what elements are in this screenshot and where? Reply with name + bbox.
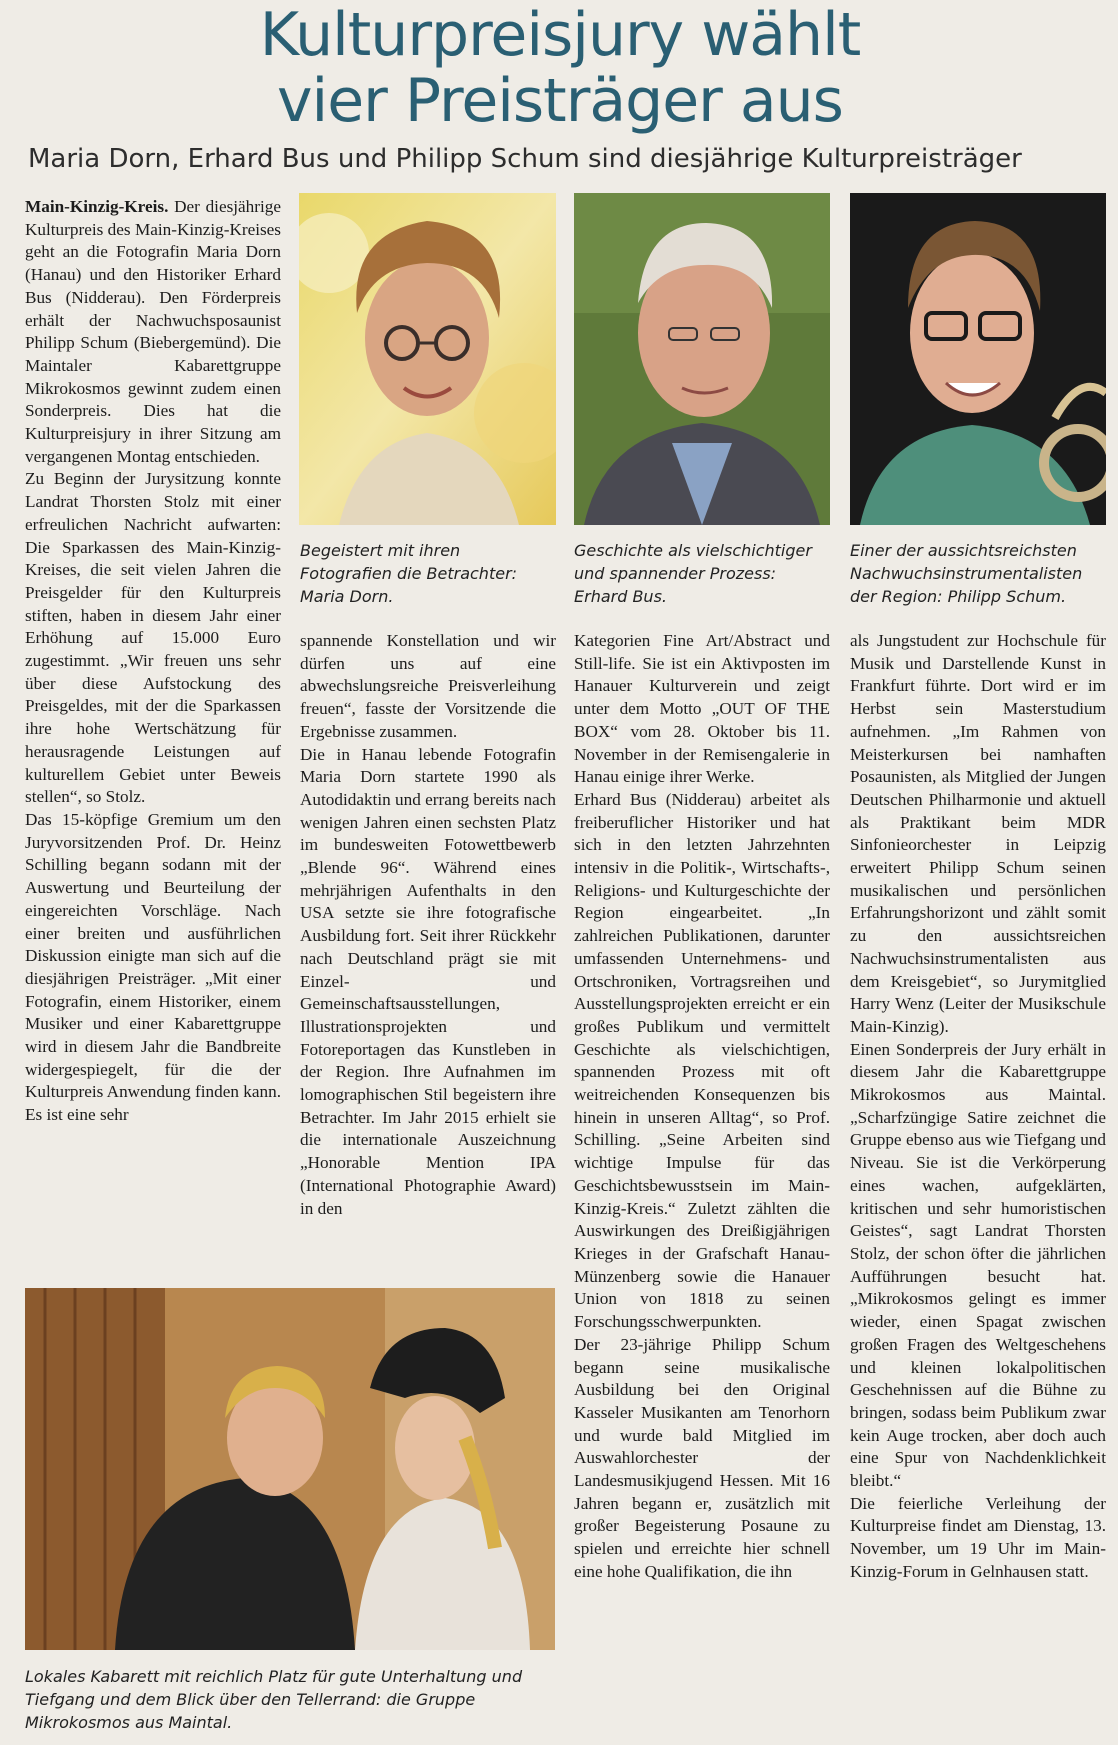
article-column-2 bbox=[300, 630, 556, 1220]
dateline: Main-Kinzig-Kreis. bbox=[25, 197, 169, 216]
subheadline: Maria Dorn, Erhard Bus und Philipp Schum sind diesjährige Kulturpreisträger bbox=[28, 144, 1022, 174]
photo-kabarett-mikrokosmos bbox=[25, 1288, 555, 1650]
headline-line-2: vier Preisträger aus bbox=[277, 66, 843, 136]
caption-kabarett: Lokales Kabarett mit reichlich Platz für gute Unterhaltung und Tiefgang und dem Blick über den Tellerrand: die Gruppe Mikrokosmos aus Maintal. bbox=[25, 1667, 523, 1732]
caption-schum: Einer der aussichtsreichsten Nachwuchsinstrumentalisten der Region: Philipp Schum. bbox=[850, 541, 1083, 606]
caption-dorn: Begeistert mit ihren Fotografien die Betrachter: Maria Dorn. bbox=[300, 541, 518, 606]
caption-bus: Geschichte als vielschichtiger und spannender Prozess: Erhard Bus. bbox=[574, 541, 812, 606]
article-column-1 bbox=[25, 196, 281, 1127]
paragraph: Die in Hanau lebende Fotografin Maria Dorn startete 1990 als Autodidaktin und errang bereits nach wenigen Jahren einen sechsten Platz im bundesweiten Fotowettbewerb „Blende 96“. Während eines mehrjährigen Aufenthalts in den USA setzte sie ihre fotografische Ausbildung fort. Seit ihrer Rückkehr nach Deutschland prägt sie mit Einzel- und Gemeinschaftsausstellungen, Illustrationsprojekten und Fotoreportagen das Kunstleben in der Region. Ihre Aufnahmen im lomographischen Stil begeistern ihre Betrachter. Im Jahr 2015 erhielt sie die internationale Auszeichnung „Honorable Mention IPA (International Photographie Award) in den bbox=[300, 744, 556, 1218]
portrait-bus-image bbox=[574, 193, 830, 525]
photo-philipp-schum bbox=[850, 193, 1106, 525]
portrait-schum-image bbox=[850, 193, 1106, 525]
article-column-4 bbox=[850, 630, 1106, 1584]
headline bbox=[20, 2, 1100, 134]
paragraph: Kategorien Fine Art/Abstract und Still-life. Sie ist ein Aktivposten im Hanauer Kulturverein und zeigt unter dem Motto „OUT OF THE BOX“ vom 28. Oktober bis 11. November in der Remisengalerie in Hanau einige ihrer Werke. bbox=[574, 631, 830, 787]
paragraph: Das 15-köpfige Gremium um den Juryvorsitzenden Prof. Dr. Heinz Schilling begann sodann mit der Auswertung und Beurteilung der eingereichten Vorschläge. Nach einer breiten und ausführlichen Diskussion einigte man sich auf die diesjährigen Preisträger. „Mit einer Fotografin, einem Historiker, einem Musiker und einer Kabarettgruppe wird in diesem Jahr die Bandbreite widergespiegelt, für die der Kulturpreis Anwendung finden kann. Es ist eine sehr bbox=[25, 809, 281, 1125]
headline-line-1: Kulturpreisjury wählt bbox=[259, 0, 861, 70]
paragraph: Erhard Bus (Nidderau) arbeitet als freiberuflicher Historiker und hat sich in den letzten Jahrzehnten intensiv in die Politik-, Wirtschafts-, Religions- und Kulturgeschichte der Region eingearbeitet. „In zahlreichen Publikationen, darunter umfassenden Unternehmens- und Ortschroniken, Vortragsreihen und Ausstellungsprojekten erreicht er ein großes Publikum und vermittelt Geschichte als vielschichtigen, spannenden Prozess mit oft weitreichenden Konsequenzen bis hinein in unseren Alltag“, so Prof. Schilling. „Seine Arbeiten sind wichtige Impulse für das Geschichtsbewusstsein im Main-Kinzig-Kreis.“ Zuletzt zählten die Auswirkungen des Dreißigjährigen Krieges in der Grafschaft Hanau-Münzenberg sowie die Hanauer Union von 1818 zu seinen Forschungsschwerpunkten. bbox=[574, 789, 830, 1332]
paragraph: Zu Beginn der Jurysitzung konnte Landrat Thorsten Stolz mit einer erfreulichen Nachricht aufwarten: Die Sparkassen des Main-Kinzig-Kreises, die seit vielen Jahren die Preisgelder für den Kulturpreis stiften, haben in diesem Jahr einer Erhöhung auf 15.000 Euro zugestimmt. „Wir freuen uns sehr über diese Aufstockung des Preisgeldes, mit der die Sparkassen ihre hohe Wertschätzung für herausragende Leistungen auf kulturellem Gebiet unter Beweis stellen“, so Stolz. bbox=[25, 469, 281, 807]
portrait-dorn-image bbox=[299, 193, 556, 525]
paragraph: als Jungstudent zur Hochschule für Musik und Darstellende Kunst in Frankfurt führte. Dort wird er im Herbst sein Masterstudium aufnehmen. „Im Rahmen von Meisterkursen bei namhaften Posaunisten, als Mitglied der Jungen Deutschen Philharmonie und aktuell als Praktikant beim MDR Sinfonieorchester in Leipzig erweitert Philipp Schum seinen musikalischen und persönlichen Erfahrungshorizont und zählt somit zu den aussichtsreichen Nachwuchsinstrumentalisten aus dem Kreisgebiet“, so Jurymitglied Harry Wenz (Leiter der Musikschule Main-Kinzig). bbox=[850, 631, 1106, 1036]
paragraph: Einen Sonderpreis der Jury erhält in diesem Jahr die Kabarettgruppe Mikrokosmos aus Maintal. „Scharfzüngige Satire zeichnet die Gruppe ebenso aus wie Tiefgang und Niveau. Sie ist die Verkörperung eines wachen, aufgeklärten, kritischen und sehr humoristischen Geistes“, sagt Landrat Thorsten Stolz, der schon öfter die jährlichen Aufführungen besucht hat. „Mikrokosmos gelingt es immer wieder, einen Spagat zwischen großen Fragen des Weltgeschehens und kleinen lokalpolitischen Geschehnissen auf die Bühne zu bringen, sodass beim Publikum zwar kein Auge trocken, aber doch auch eine Spur von Nachdenklichkeit bleibt.“ bbox=[850, 1039, 1106, 1491]
paragraph: Der 23-jährige Philipp Schum begann seine musikalische Ausbildung bei den Original Kasseler Musikanten am Tenorhorn und wurde bald Mitglied im Auswahlorchester der Landesmusikjugend Hessen. Mit 16 Jahren begann er, zusätzlich mit großer Begeisterung Posaune zu spielen und erreichte hier schnell eine hohe Qualifikation, die ihn bbox=[574, 1334, 830, 1581]
kabarett-image bbox=[25, 1288, 555, 1650]
paragraph bbox=[25, 196, 281, 468]
paragraph-text: Der diesjährige Kulturpreis des Main-Kinzig-Kreises geht an die Fotografin Maria Dorn (Hanau) und den Historiker Erhard Bus (Nidderau). Den Förderpreis erhält der Nachwuchsposaunist Philipp Schum (Biebergemünd). Die Maintaler Kabarettgruppe Mikrokosmos gewinnt zudem einen Sonderpreis. Dies hat die Kulturpreisjury in ihrer Sitzung am vergangenen Montag entschieden. bbox=[25, 197, 281, 466]
article-column-3 bbox=[574, 630, 830, 1584]
photo-maria-dorn bbox=[299, 193, 556, 525]
photo-erhard-bus bbox=[574, 193, 830, 525]
paragraph: spannende Konstellation und wir dürfen uns auf eine abwechslungsreiche Preisverleihung freuen“, fasste der Vorsitzende die Ergebnisse zusammen. bbox=[300, 631, 556, 741]
paragraph: Die feierliche Verleihung der Kulturpreise findet am Dienstag, 13. November, um 19 Uhr im Main-Kinzig-Forum in Gelnhausen statt. bbox=[850, 1493, 1106, 1581]
